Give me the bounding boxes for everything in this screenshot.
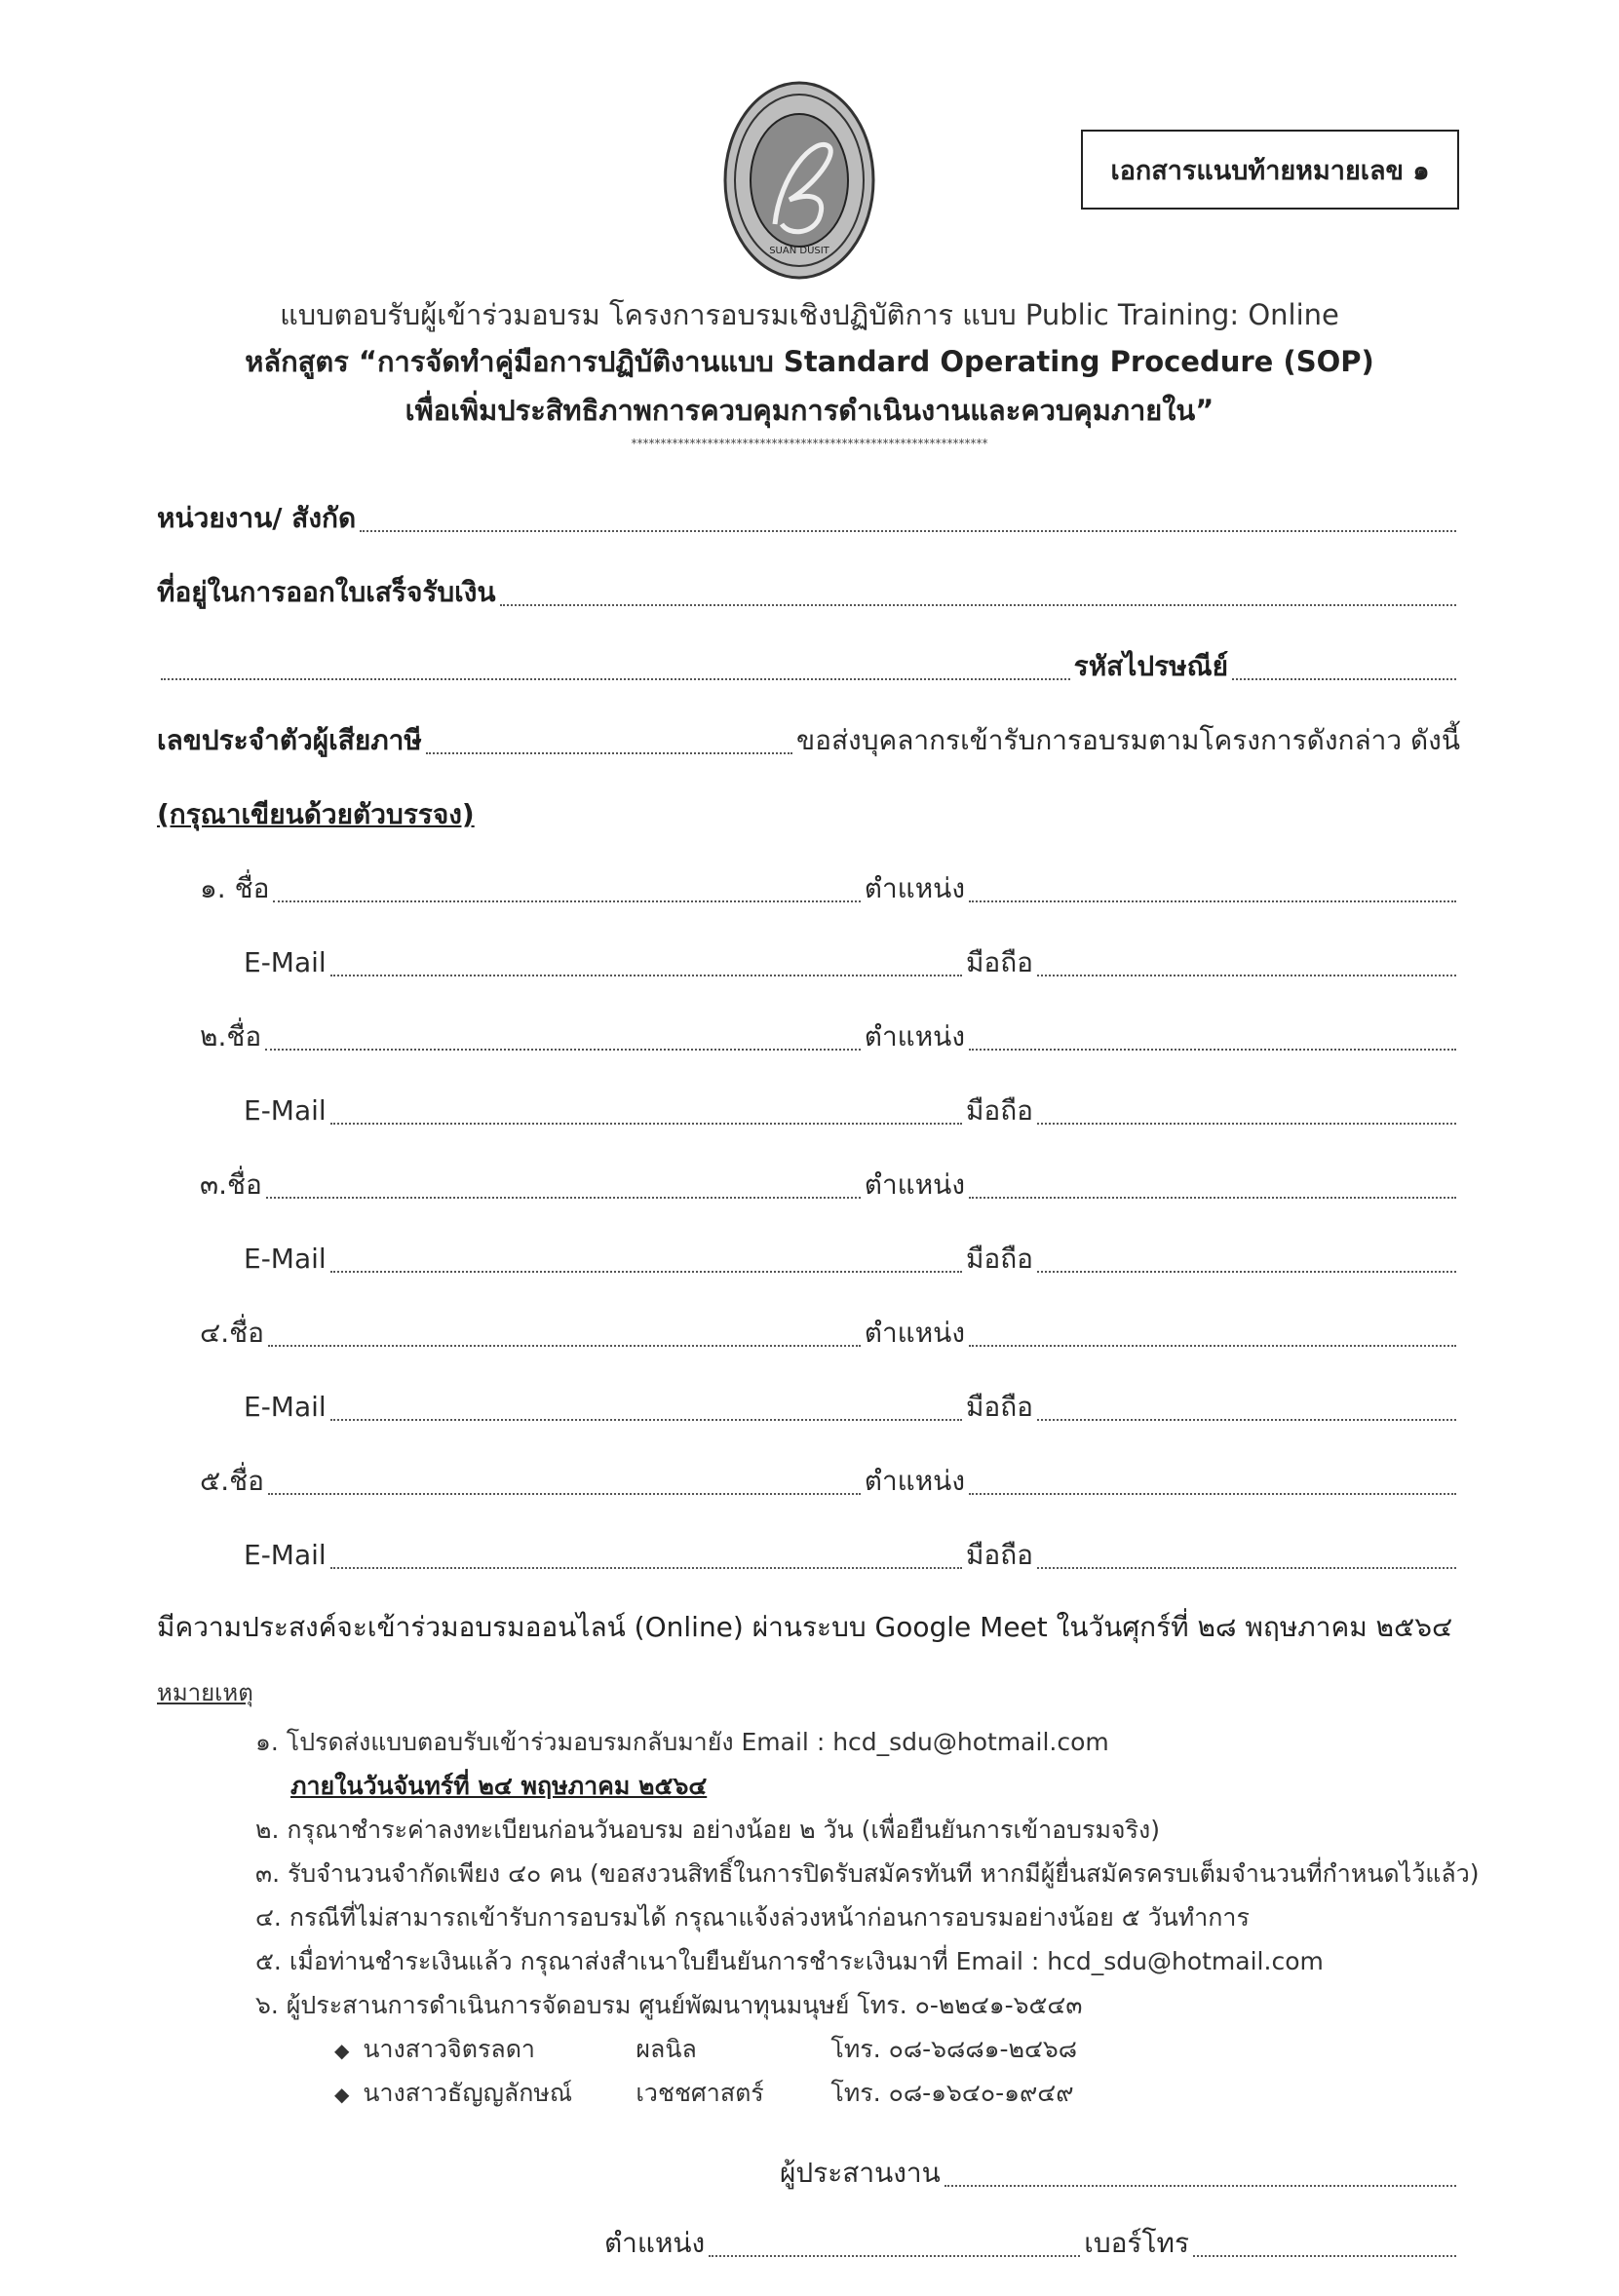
svg-text:SUAN DUSIT: SUAN DUSIT <box>769 246 829 256</box>
tax-id-label: เลขประจำตัวผู้เสียภาษี <box>157 724 422 756</box>
intent-statement: มีความประสงค์จะเข้าร่วมอบรมออนไลน์ (Online) ผ่านระบบ Google Meet ในวันศุกร์ที่ ๒๘ พฤษภาคม ๒๕๖๔ <box>157 1611 1453 1643</box>
notes-title: หมายเหตุ <box>157 1679 253 1706</box>
print-note: (กรุณาเขียนด้วยตัวบรรจง) <box>157 798 475 830</box>
participant-position-label: ตำแหน่ง <box>864 1020 965 1052</box>
participant-2-position-field[interactable] <box>969 1048 1456 1051</box>
contact-name: นางสาวจิตรลดา <box>363 2035 535 2063</box>
send-staff-text: ขอส่งบุคลากรเข้ารับการอบรมตามโครงการดังกล่าว ดังนี้ <box>795 724 1460 756</box>
position-phone-row <box>604 2222 1460 2265</box>
print-note-row <box>157 793 475 836</box>
participant-1-email-field[interactable] <box>330 974 962 976</box>
contact-phone: โทร. ๐๘-๖๘๘๑-๒๔๖๘ <box>830 2035 1078 2063</box>
participant-email-label: E-Mail <box>244 1539 327 1571</box>
participant-4-contact-row <box>244 1386 1460 1429</box>
form-title-line-1: แบบตอบรับผู้เข้าร่วมอบรม โครงการอบรมเชิงปฏิบัติการ แบบ Public Training: Online <box>280 298 1339 331</box>
participant-4-email-field[interactable] <box>330 1418 962 1421</box>
signature-phone-field[interactable] <box>1193 2254 1456 2257</box>
participant-2-mobile-field[interactable] <box>1037 1122 1456 1125</box>
receipt-address-field-2[interactable] <box>161 677 1070 680</box>
participant-3-name-row <box>200 1164 1460 1206</box>
receipt-address-field[interactable] <box>500 603 1456 606</box>
participant-name-label: ๕.ชื่อ <box>200 1465 264 1497</box>
participant-email-label: E-Mail <box>244 946 327 978</box>
contact-phone: โทร. ๐๘-๑๖๔๐-๑๙๔๙ <box>830 2079 1074 2107</box>
note-3: ๓. รับจำนวนจำกัดเพียง ๔๐ คน (ขอสงวนสิทธิ์ในการปิดรับสมัครทันที หากมีผู้ยื่นสมัครครบเต็มจำนวนที่กำหนดไว้แล้ว) <box>255 1859 1480 1888</box>
note-5: ๕. เมื่อท่านชำระเงินแล้ว กรุณาส่งสำเนาใบยืนยันการชำระเงินมาที่ Email : hcd_sdu@hotmail.com <box>255 1947 1324 1975</box>
participant-position-label: ตำแหน่ง <box>864 1465 965 1497</box>
participant-1-contact-row <box>244 941 1460 984</box>
diamond-bullet-icon: ◆ <box>334 2039 350 2062</box>
participant-name-label: ๔.ชื่อ <box>200 1317 264 1349</box>
postal-code-field[interactable] <box>1232 677 1456 680</box>
participant-4-position-field[interactable] <box>969 1344 1456 1347</box>
participant-2-contact-row <box>244 1090 1460 1132</box>
participant-2-email-field[interactable] <box>330 1122 962 1125</box>
participant-1-mobile-field[interactable] <box>1037 974 1456 976</box>
address-postal-row <box>157 645 1460 688</box>
participant-mobile-label: มือถือ <box>965 1539 1033 1571</box>
participant-2-name-row <box>200 1015 1460 1058</box>
participant-5-name-row <box>200 1460 1460 1503</box>
tax-id-field[interactable] <box>426 751 792 754</box>
coordinator-field[interactable] <box>944 2184 1456 2187</box>
attachment-number-box: เอกสารแนบท้ายหมายเลข ๑ <box>1081 130 1459 210</box>
participant-4-name-row <box>200 1312 1460 1355</box>
contact-name: นางสาวธัญญลักษณ์ <box>363 2079 573 2107</box>
receipt-address-row <box>157 571 1460 614</box>
participant-position-label: ตำแหน่ง <box>864 1317 965 1349</box>
contact-surname: ผลนิล <box>636 2035 697 2063</box>
participant-position-label: ตำแหน่ง <box>864 1168 965 1201</box>
participant-3-name-field[interactable] <box>266 1196 861 1199</box>
participant-mobile-label: มือถือ <box>965 1243 1033 1275</box>
participant-position-label: ตำแหน่ง <box>864 872 965 904</box>
note-1: ๑. โปรดส่งแบบตอบรับเข้าร่วมอบรมกลับมายัง Email : hcd_sdu@hotmail.com <box>255 1728 1109 1756</box>
form-title-line-3: เพื่อเพิ่มประสิทธิภาพการควบคุมการดำเนินงานและควบคุมภายใน” <box>405 394 1214 427</box>
signature-position-field[interactable] <box>709 2254 1080 2257</box>
participant-mobile-label: มือถือ <box>965 1391 1033 1423</box>
participant-email-label: E-Mail <box>244 1243 327 1275</box>
university-seal-logo <box>721 78 877 283</box>
participant-email-label: E-Mail <box>244 1391 327 1423</box>
participant-5-mobile-field[interactable] <box>1037 1566 1456 1569</box>
postal-code-label: รหัสไปรษณีย์ <box>1073 650 1228 682</box>
participant-3-mobile-field[interactable] <box>1037 1270 1456 1273</box>
participant-3-contact-row <box>244 1238 1460 1281</box>
note-6: ๖. ผู้ประสานการดำเนินการจัดอบรม ศูนย์พัฒนาทุนมนุษย์ โทร. ๐-๒๒๔๑-๖๕๔๓ <box>255 1991 1083 2019</box>
title-divider-stars: ************************************************************* <box>631 437 988 450</box>
participant-5-name-field[interactable] <box>268 1492 861 1495</box>
note-4: ๔. กรณีที่ไม่สามารถเข้ารับการอบรมได้ กรุณาแจ้งล่วงหน้าก่อนการอบรมอย่างน้อย ๕ วันทำการ <box>255 1903 1250 1932</box>
contact-row-1 <box>334 2030 1077 2069</box>
agency-row <box>157 497 1460 540</box>
participant-1-name-field[interactable] <box>273 899 860 902</box>
form-title-line-2: หลักสูตร “การจัดทำคู่มือการปฏิบัติงานแบบ Standard Operating Procedure (SOP) <box>245 345 1374 378</box>
note-2: ๒. กรุณาชำระค่าลงทะเบียนก่อนวันอบรม อย่างน้อย ๒ วัน (เพื่อยืนยันการเข้าอบรมจริง) <box>255 1816 1160 1844</box>
tax-id-row <box>157 719 1460 762</box>
participant-name-label: ๒.ชื่อ <box>200 1020 262 1052</box>
contact-surname: เวชชศาสตร์ <box>636 2079 764 2107</box>
participant-3-email-field[interactable] <box>330 1270 962 1273</box>
participant-4-mobile-field[interactable] <box>1037 1418 1456 1421</box>
participant-1-name-row <box>200 867 1460 910</box>
participant-5-position-field[interactable] <box>969 1492 1456 1495</box>
diamond-bullet-icon: ◆ <box>334 2083 350 2106</box>
participant-4-name-field[interactable] <box>268 1344 861 1347</box>
contact-row-2 <box>334 2074 1074 2113</box>
participant-3-position-field[interactable] <box>969 1196 1456 1199</box>
participant-name-label: ๓.ชื่อ <box>200 1168 262 1201</box>
receipt-address-label: ที่อยู่ในการออกใบเสร็จรับเงิน <box>157 576 496 608</box>
participant-mobile-label: มือถือ <box>965 1094 1033 1127</box>
signature-phone-label: เบอร์โทร <box>1084 2227 1189 2259</box>
participant-5-email-field[interactable] <box>330 1566 962 1569</box>
participant-2-name-field[interactable] <box>265 1048 861 1051</box>
coordinator-row <box>780 2152 1460 2195</box>
note-1-deadline: ภายในวันจันทร์ที่ ๒๔ พฤษภาคม ๒๕๖๔ <box>290 1772 708 1800</box>
coordinator-label: ผู้ประสานงาน <box>780 2157 941 2189</box>
agency-field[interactable] <box>360 529 1456 532</box>
signature-position-label: ตำแหน่ง <box>604 2227 706 2259</box>
agency-label: หน่วยงาน/ สังกัด <box>157 502 357 534</box>
participant-name-label: ๑. ชื่อ <box>200 872 270 904</box>
participant-email-label: E-Mail <box>244 1094 327 1127</box>
participant-1-position-field[interactable] <box>969 899 1456 902</box>
participant-mobile-label: มือถือ <box>965 946 1033 978</box>
participant-5-contact-row <box>244 1534 1460 1577</box>
